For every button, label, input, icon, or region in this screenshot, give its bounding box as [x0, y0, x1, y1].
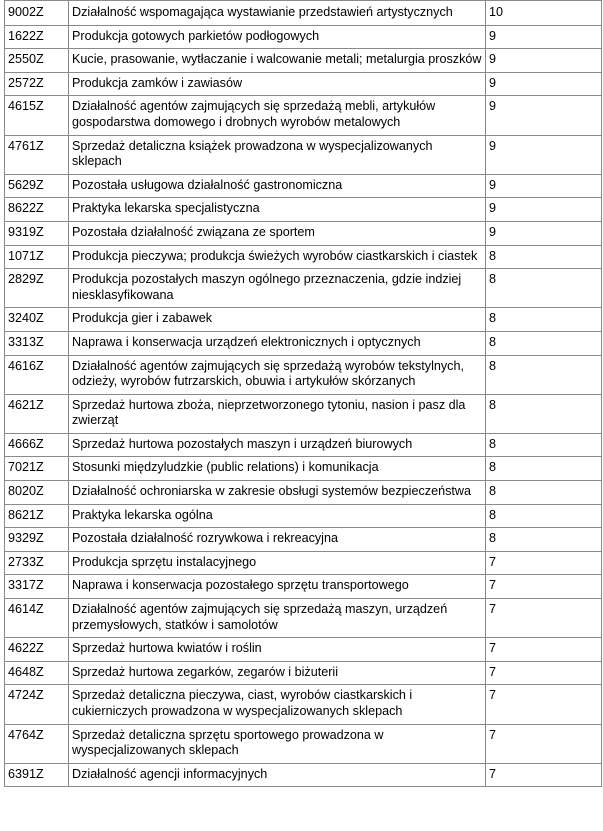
- pkd-code-cell: 9002Z: [5, 1, 69, 26]
- table-row: [5, 661, 602, 685]
- count-cell: 8: [486, 528, 602, 552]
- pkd-table: [4, 0, 602, 787]
- pkd-code-cell: 4761Z: [5, 135, 69, 174]
- count-cell: 8: [486, 269, 602, 308]
- pkd-description-cell: Pozostała działalność związana ze sportem: [69, 221, 486, 245]
- pkd-description-cell: Działalność agentów zajmujących się sprzedażą maszyn, urządzeń przemysłowych, statków i samolotów: [69, 599, 486, 638]
- pkd-description-cell: Sprzedaż hurtowa kwiatów i roślin: [69, 638, 486, 662]
- pkd-code-cell: 4666Z: [5, 433, 69, 457]
- pkd-description-cell: Sprzedaż detaliczna sprzętu sportowego prowadzona w wyspecjalizowanych sklepach: [69, 724, 486, 763]
- pkd-code-cell: 4622Z: [5, 638, 69, 662]
- pkd-code-cell: 3240Z: [5, 308, 69, 332]
- count-cell: 7: [486, 724, 602, 763]
- pkd-code-cell: 9329Z: [5, 528, 69, 552]
- table-row: [5, 135, 602, 174]
- pkd-code-cell: 4615Z: [5, 96, 69, 135]
- pkd-code-cell: 4621Z: [5, 394, 69, 433]
- count-cell: 8: [486, 457, 602, 481]
- pkd-code-cell: 5629Z: [5, 174, 69, 198]
- count-cell: 9: [486, 49, 602, 73]
- count-cell: 8: [486, 355, 602, 394]
- pkd-description-cell: Stosunki międzyludzkie (public relations) i komunikacja: [69, 457, 486, 481]
- count-cell: 8: [486, 481, 602, 505]
- count-cell: 8: [486, 245, 602, 269]
- pkd-description-cell: Sprzedaż hurtowa zegarków, zegarów i biżuterii: [69, 661, 486, 685]
- count-cell: 7: [486, 551, 602, 575]
- count-cell: 9: [486, 135, 602, 174]
- count-cell: 7: [486, 763, 602, 787]
- count-cell: 7: [486, 685, 602, 724]
- table-row: [5, 763, 602, 787]
- pkd-code-cell: 8621Z: [5, 504, 69, 528]
- table-row: [5, 433, 602, 457]
- pkd-table-body: [5, 1, 602, 787]
- table-row: [5, 638, 602, 662]
- pkd-code-cell: 8622Z: [5, 198, 69, 222]
- count-cell: 8: [486, 504, 602, 528]
- pkd-description-cell: Działalność agencji informacyjnych: [69, 763, 486, 787]
- count-cell: 9: [486, 174, 602, 198]
- count-cell: 7: [486, 575, 602, 599]
- pkd-code-cell: 8020Z: [5, 481, 69, 505]
- table-row: [5, 481, 602, 505]
- pkd-description-cell: Kucie, prasowanie, wytłaczanie i walcowanie metali; metalurgia proszków: [69, 49, 486, 73]
- pkd-description-cell: Produkcja sprzętu instalacyjnego: [69, 551, 486, 575]
- pkd-code-cell: 4614Z: [5, 599, 69, 638]
- pkd-description-cell: Naprawa i konserwacja urządzeń elektronicznych i optycznych: [69, 331, 486, 355]
- pkd-description-cell: Produkcja pieczywa; produkcja świeżych wyrobów ciastkarskich i ciastek: [69, 245, 486, 269]
- table-row: [5, 25, 602, 49]
- count-cell: 8: [486, 433, 602, 457]
- count-cell: 8: [486, 331, 602, 355]
- count-cell: 8: [486, 308, 602, 332]
- count-cell: 9: [486, 72, 602, 96]
- count-cell: 7: [486, 638, 602, 662]
- pkd-code-cell: 6391Z: [5, 763, 69, 787]
- count-cell: 10: [486, 1, 602, 26]
- table-row: [5, 457, 602, 481]
- pkd-description-cell: Produkcja pozostałych maszyn ogólnego przeznaczenia, gdzie indziej niesklasyfikowana: [69, 269, 486, 308]
- table-row: [5, 551, 602, 575]
- pkd-description-cell: Produkcja gier i zabawek: [69, 308, 486, 332]
- table-row: [5, 245, 602, 269]
- table-row: [5, 355, 602, 394]
- pkd-description-cell: Sprzedaż hurtowa pozostałych maszyn i urządzeń biurowych: [69, 433, 486, 457]
- table-row: [5, 49, 602, 73]
- count-cell: 9: [486, 25, 602, 49]
- table-row: [5, 308, 602, 332]
- pkd-description-cell: Praktyka lekarska specjalistyczna: [69, 198, 486, 222]
- pkd-description-cell: Naprawa i konserwacja pozostałego sprzętu transportowego: [69, 575, 486, 599]
- pkd-code-cell: 2733Z: [5, 551, 69, 575]
- pkd-code-cell: 4616Z: [5, 355, 69, 394]
- table-row: [5, 528, 602, 552]
- pkd-code-cell: 3313Z: [5, 331, 69, 355]
- count-cell: 7: [486, 661, 602, 685]
- count-cell: 9: [486, 221, 602, 245]
- pkd-description-cell: Pozostała działalność rozrywkowa i rekreacyjna: [69, 528, 486, 552]
- table-row: [5, 504, 602, 528]
- pkd-code-cell: 2572Z: [5, 72, 69, 96]
- count-cell: 9: [486, 198, 602, 222]
- pkd-code-cell: 4724Z: [5, 685, 69, 724]
- pkd-code-cell: 2550Z: [5, 49, 69, 73]
- pkd-description-cell: Sprzedaż hurtowa zboża, nieprzetworzonego tytoniu, nasion i pasz dla zwierząt: [69, 394, 486, 433]
- pkd-code-cell: 2829Z: [5, 269, 69, 308]
- pkd-code-cell: 3317Z: [5, 575, 69, 599]
- table-row: [5, 269, 602, 308]
- pkd-code-cell: 1622Z: [5, 25, 69, 49]
- table-row: [5, 331, 602, 355]
- pkd-description-cell: Działalność ochroniarska w zakresie obsługi systemów bezpieczeństwa: [69, 481, 486, 505]
- pkd-code-cell: 4648Z: [5, 661, 69, 685]
- pkd-description-cell: Sprzedaż detaliczna książek prowadzona w wyspecjalizowanych sklepach: [69, 135, 486, 174]
- pkd-code-cell: 7021Z: [5, 457, 69, 481]
- table-row: [5, 394, 602, 433]
- pkd-code-cell: 1071Z: [5, 245, 69, 269]
- pkd-description-cell: Działalność agentów zajmujących się sprzedażą mebli, artykułów gospodarstwa domowego i drobnych wyrobów metalowych: [69, 96, 486, 135]
- pkd-code-cell: 9319Z: [5, 221, 69, 245]
- table-row: [5, 575, 602, 599]
- pkd-description-cell: Pozostała usługowa działalność gastronomiczna: [69, 174, 486, 198]
- table-row: [5, 96, 602, 135]
- pkd-description-cell: Sprzedaż detaliczna pieczywa, ciast, wyrobów ciastkarskich i cukierniczych prowadzona w wyspecjalizowanych sklepach: [69, 685, 486, 724]
- pkd-description-cell: Produkcja gotowych parkietów podłogowych: [69, 25, 486, 49]
- table-row: [5, 1, 602, 26]
- table-row: [5, 724, 602, 763]
- table-row: [5, 72, 602, 96]
- table-row: [5, 174, 602, 198]
- table-row: [5, 198, 602, 222]
- pkd-description-cell: Działalność wspomagająca wystawianie przedstawień artystycznych: [69, 1, 486, 26]
- pkd-description-cell: Działalność agentów zajmujących się sprzedażą wyrobów tekstylnych, odzieży, wyrobów futrzarskich, obuwia i artykułów skórzanych: [69, 355, 486, 394]
- count-cell: 7: [486, 599, 602, 638]
- count-cell: 9: [486, 96, 602, 135]
- table-row: [5, 221, 602, 245]
- table-row: [5, 685, 602, 724]
- pkd-code-cell: 4764Z: [5, 724, 69, 763]
- pkd-description-cell: Produkcja zamków i zawiasów: [69, 72, 486, 96]
- count-cell: 8: [486, 394, 602, 433]
- table-row: [5, 599, 602, 638]
- pkd-description-cell: Praktyka lekarska ogólna: [69, 504, 486, 528]
